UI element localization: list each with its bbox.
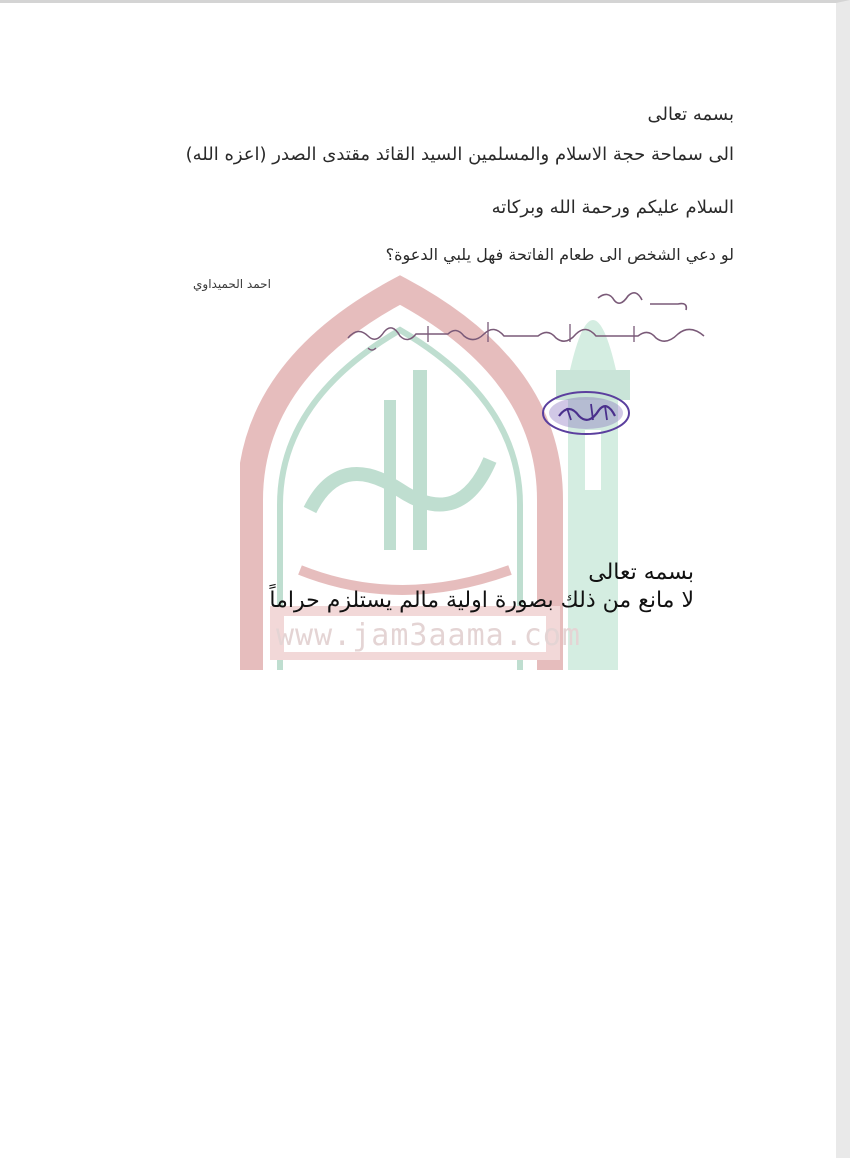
seal-icon: [541, 390, 631, 436]
handwritten-answer: [338, 286, 718, 366]
reply-title: بسمه تعالى: [588, 560, 694, 585]
letter-sender: احمد الحميداوي: [193, 277, 271, 291]
letter-greeting: السلام عليكم ورحمة الله وبركاته: [491, 197, 734, 218]
letter-question: لو دعي الشخص الى طعام الفاتحة فهل يلبي الدعوة؟: [385, 245, 734, 264]
watermark-url: www.jam3aama.com: [276, 618, 581, 653]
letter-addressee: الى سماحة حجة الاسلام والمسلمين السيد القائد مقتدى الصدر (اعزه الله): [185, 144, 734, 165]
reply-body: لا مانع من ذلك بصورة اولية مالم يستلزم حراماً: [269, 588, 694, 613]
letter-basmala: بسمه تعالى: [647, 104, 734, 125]
handwriting-icon: [338, 286, 718, 366]
official-seal: [541, 390, 631, 436]
